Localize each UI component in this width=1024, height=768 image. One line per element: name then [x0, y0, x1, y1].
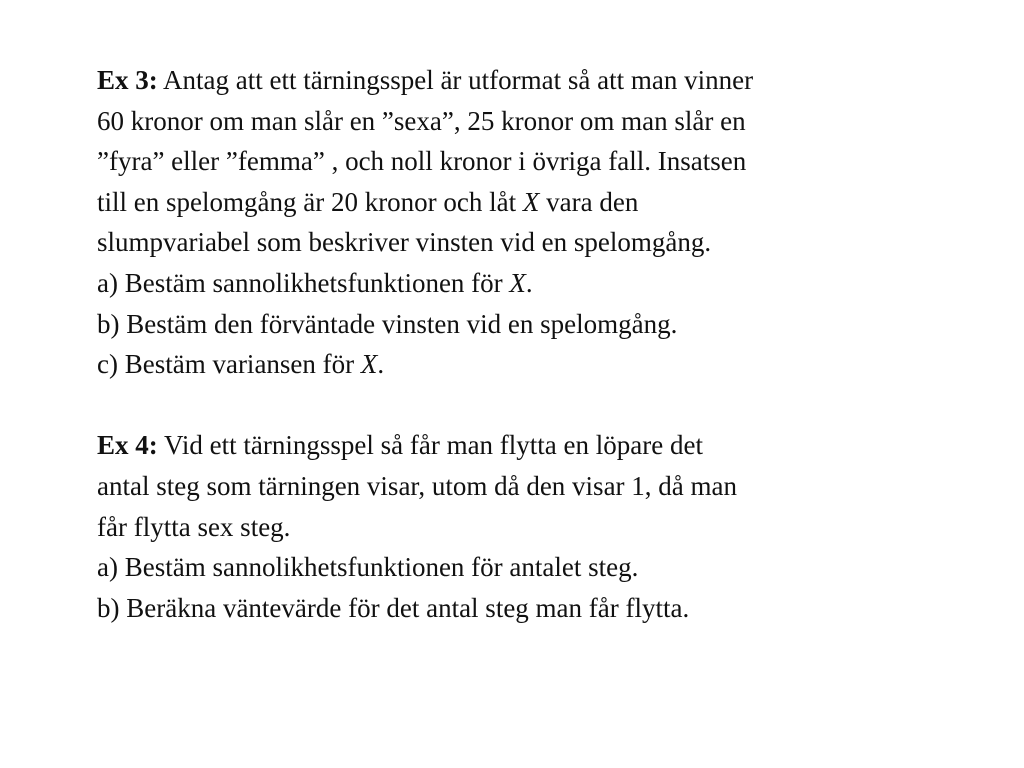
ex4-question-b: b) Beräkna väntevärde för det antal steg man får flytta.	[97, 592, 690, 623]
ex4-label: Ex 4:	[97, 430, 158, 461]
ex3-label: Ex 3:	[97, 65, 158, 95]
ex3-a-variable-x: X	[509, 267, 526, 298]
ex4-question-a: a) Bestäm sannolikhetsfunktionen för antalet steg.	[97, 552, 639, 583]
ex3-a-post: .	[525, 267, 533, 298]
exercise-4	[97, 425, 997, 628]
ex3-question-c	[97, 344, 997, 385]
ex3-text-4-pre: till en spelomgång är 20 kronor och låt	[97, 186, 523, 217]
ex3-text-1: Antag att ett tärningsspel är utformat så att man vinner	[157, 65, 754, 95]
ex3-question-a	[97, 263, 997, 304]
ex4-text-1: Vid ett tärningsspel så får man flytta en löpare det	[157, 430, 703, 461]
ex3-text-4-post: vara den	[539, 186, 639, 217]
ex3-a-pre: a) Bestäm sannolikhetsfunktionen för	[97, 267, 510, 298]
ex4-line-1	[97, 425, 997, 466]
ex4-line-3: får flytta sex steg.	[97, 511, 291, 542]
ex4-line-2: antal steg som tärningen visar, utom då den visar 1, då man	[97, 470, 738, 501]
paragraph-gap	[97, 385, 997, 426]
ex3-line-4	[97, 182, 997, 223]
ex3-line-3: ”fyra” eller ”femma” , och noll kronor i övriga fall. Insatsen	[97, 146, 747, 177]
ex3-c-variable-x: X	[360, 349, 378, 380]
ex3-variable-x: X	[522, 186, 540, 217]
slide-body	[97, 60, 997, 628]
ex3-question-b: b) Bestäm den förväntade vinsten vid en spelomgång.	[97, 308, 678, 339]
ex3-line-5: slumpvariabel som beskriver vinsten vid en spelomgång.	[97, 227, 712, 258]
ex3-line-1	[97, 60, 997, 101]
ex3-c-pre: c) Bestäm variansen för	[97, 349, 361, 380]
exercise-3	[97, 60, 997, 385]
ex3-line-2: 60 kronor om man slår en ”sexa”, 25 kronor om man slår en	[97, 105, 746, 136]
ex3-c-post: .	[377, 349, 385, 380]
